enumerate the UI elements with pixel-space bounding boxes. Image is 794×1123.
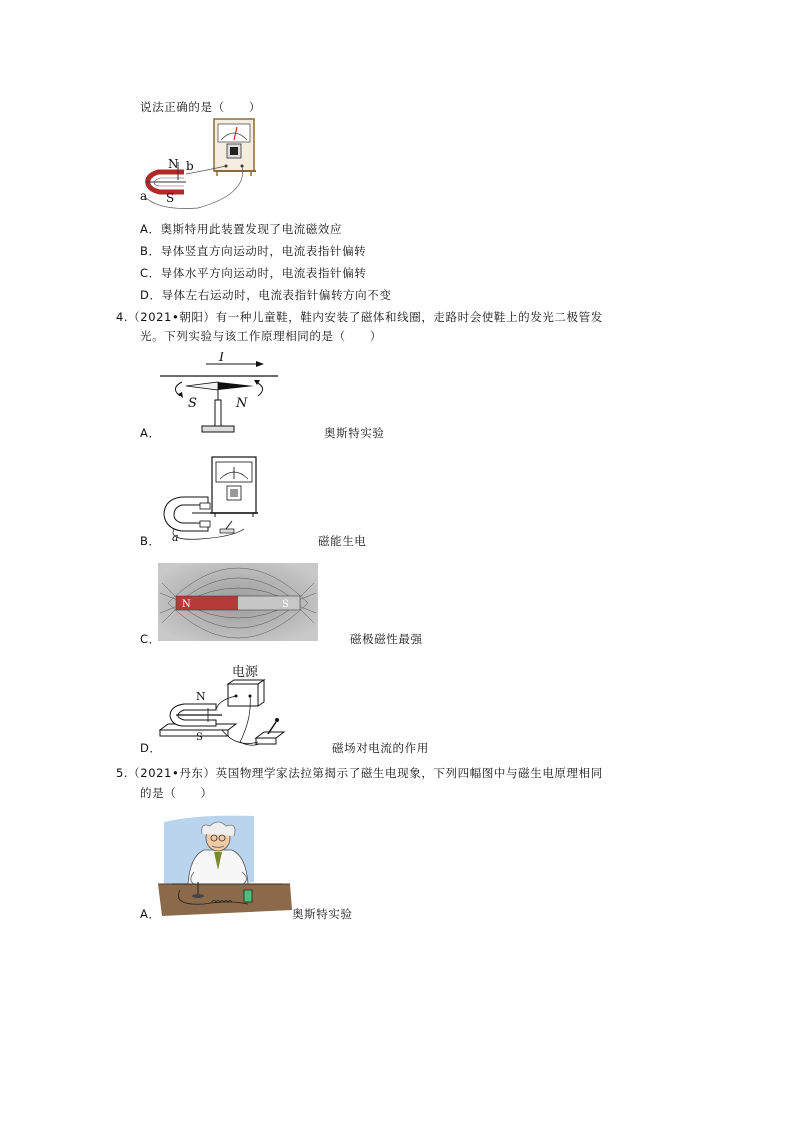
q4-option-a-caption: 奥斯特实验	[324, 426, 385, 440]
q4a-n-label: N	[236, 396, 248, 411]
q3-figure-generator	[138, 116, 266, 212]
q4c-n-label: N	[182, 599, 191, 610]
q3-label-n: N	[168, 157, 179, 171]
q4d-power-label: 电源	[232, 665, 259, 680]
q4-option-d-caption: 磁场对电流的作用	[332, 741, 429, 755]
q5-option-a-figure	[158, 812, 292, 916]
q3-stem-tail: 说法正确的是（ ）	[140, 100, 261, 114]
q3-option-c: C．导体水平方向运动时，电流表指针偏转	[140, 266, 367, 280]
q4-option-b-caption: 磁能生电	[318, 534, 367, 548]
q4c-s-label: S	[282, 599, 289, 610]
q4-option-c-caption: 磁极磁性最强	[350, 632, 423, 646]
q4-option-d-figure	[156, 660, 292, 752]
q3-label-a: a	[140, 189, 148, 203]
q3-option-b: B．导体竖直方向运动时，电流表指针偏转	[140, 244, 367, 258]
q3-label-b: b	[186, 159, 194, 173]
q5-stem-line-2: 的是（ ）	[140, 786, 213, 800]
q4-stem-line-1: 4.（2021•朝阳）有一种儿童鞋，鞋内安装了磁体和线圈，走路时会使鞋上的发光二极管发	[116, 310, 603, 324]
q5-option-a-caption: 奥斯特实验	[292, 907, 353, 921]
q4a-current-label: I	[219, 352, 225, 365]
q3-option-d: D．导体左右运动时，电流表指针偏转方向不变	[140, 288, 392, 302]
q4a-s-label: S	[188, 396, 197, 411]
q5-stem-line-1: 5.（2021•丹东）英国物理学家法拉第揭示了磁生电现象，下列四幅图中与磁生电原理相同	[116, 766, 603, 780]
q3-label-s: S	[166, 191, 175, 205]
q3-option-a: A．奥斯特用此装置发现了电流磁效应	[140, 222, 343, 236]
q4-option-b-letter: B．	[140, 534, 161, 548]
q4d-s-label: S	[196, 732, 203, 743]
q4-stem-line-2: 光。下列实验与该工作原理相同的是（ ）	[140, 329, 382, 343]
q4-option-b-figure	[160, 455, 262, 543]
q4-option-a-figure	[156, 352, 282, 438]
q4-option-c-figure	[158, 563, 318, 641]
q4b-a-label: a	[172, 531, 179, 543]
q4-option-a-letter: A．	[140, 426, 161, 440]
q4d-n-label: N	[196, 690, 206, 703]
q4-option-d-letter: D．	[140, 741, 162, 755]
q4-option-c-letter: C．	[140, 632, 161, 646]
q5-option-a-letter: A．	[140, 907, 161, 921]
